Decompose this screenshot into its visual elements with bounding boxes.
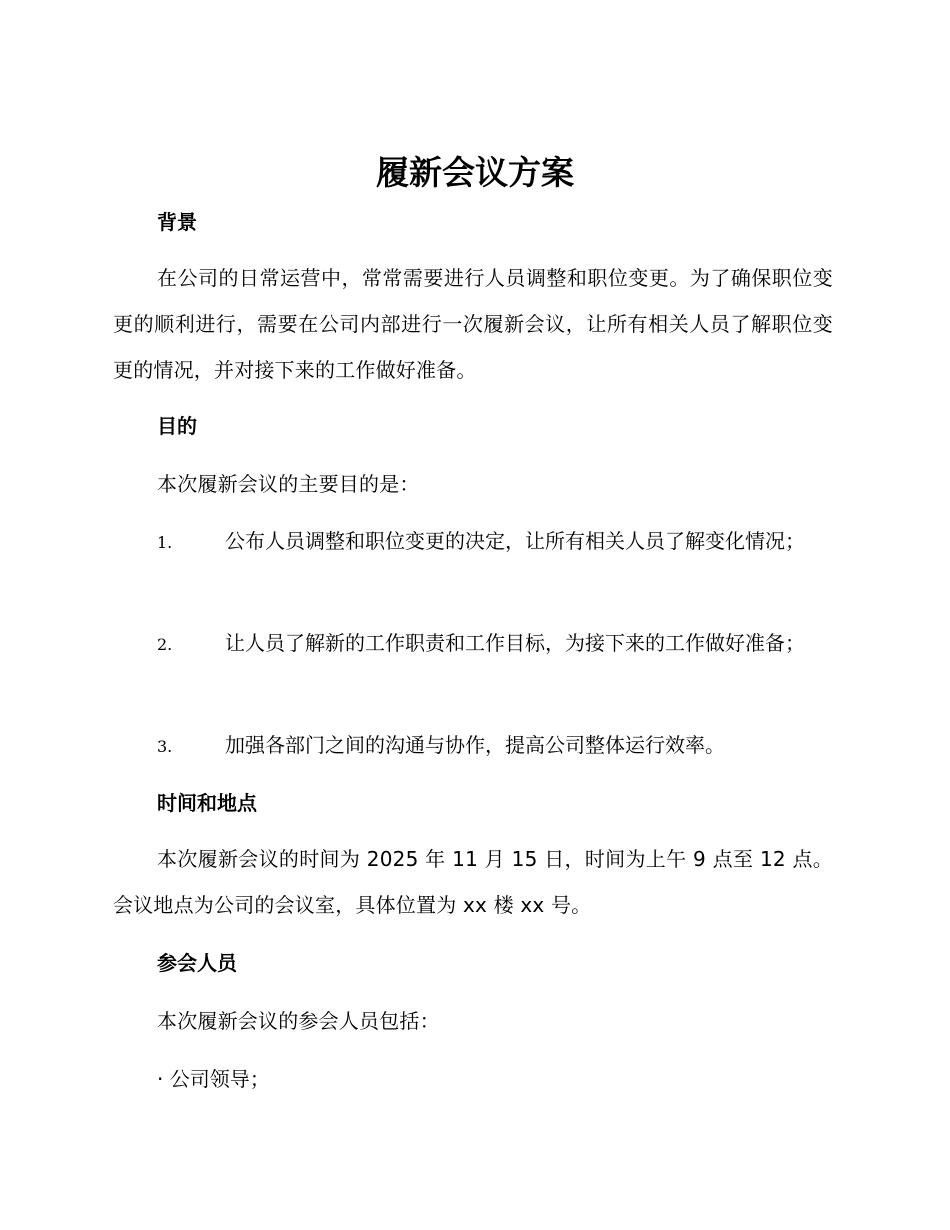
purpose-list-item	[113, 518, 833, 566]
document-title: 履新会议方案	[376, 153, 574, 192]
purpose-list-item	[113, 620, 833, 668]
attendees-intro: 本次履新会议的参会人员包括：	[157, 1009, 440, 1033]
attendee-bullet-item: · 公司领导；	[157, 1067, 270, 1091]
section-heading-attendees: 参会人员	[157, 951, 237, 975]
list-item-text: 让人员了解新的工作职责和工作目标，为接下来的工作做好准备；	[225, 631, 805, 655]
list-item-text: 公布人员调整和职位变更的决定，让所有相关人员了解变化情况；	[225, 529, 805, 553]
list-number: 2.	[157, 635, 173, 654]
time-place-paragraph: 本次履新会议的时间为 2025 年 11 月 15 日，时间为上午 9 点至 12 点。会议地点为公司的会议室，具体位置为 xx 楼 xx 号。	[113, 847, 833, 917]
list-number: 1.	[157, 533, 173, 552]
list-number: 3.	[157, 737, 173, 756]
section-heading-purpose: 目的	[157, 414, 197, 438]
section-heading-time-place: 时间和地点	[157, 791, 257, 815]
background-paragraph: 在公司的日常运营中，常常需要进行人员调整和职位变更。为了确保职位变更的顺利进行，需要在公司内部进行一次履新会议，让所有相关人员了解职位变更的情况，并对接下来的工作做好准备。	[113, 266, 833, 382]
purpose-list-item	[113, 722, 833, 770]
list-item-text: 加强各部门之间的沟通与协作，提高公司整体运行效率。	[225, 733, 725, 757]
purpose-intro: 本次履新会议的主要目的是：	[157, 472, 420, 496]
section-heading-background: 背景	[157, 210, 197, 234]
